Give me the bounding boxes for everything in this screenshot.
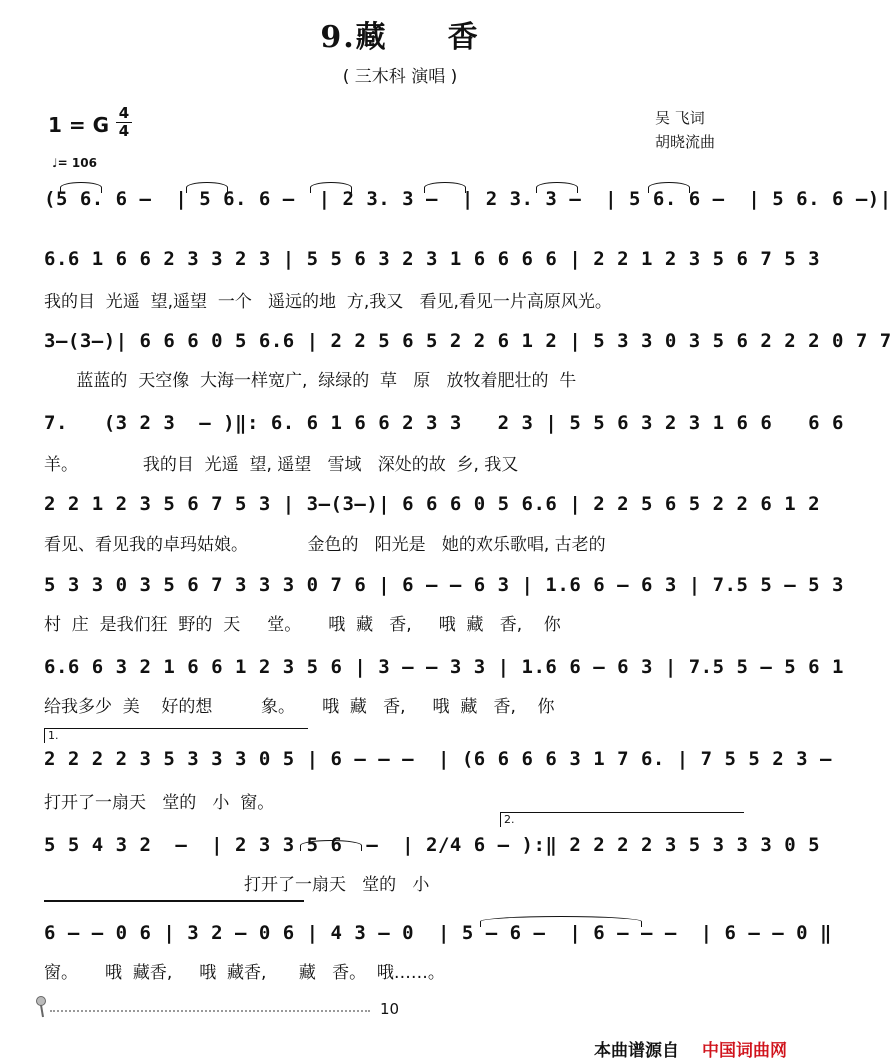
lyrics-row-5: 看见、看见我的卓玛姑娘。 金色的 阳光是 她的欢乐歌唱, 古老的 <box>44 535 606 555</box>
slur <box>424 182 466 193</box>
lyrics-row-8: 打开了一扇天 堂的 小 窗。 <box>44 793 275 813</box>
composer: 胡晓流曲 <box>655 133 716 151</box>
notation-row-9: 5 5 4 3 2 – | 2 3 3 5 6 – | 2/4 6 – ):‖ 2 2 2 2 3 5 3 3 3 0 5 <box>44 834 821 856</box>
title-char-2: 香 <box>447 20 480 55</box>
notation-row-6: 5 3 3 0 3 5 6 7 3 3 3 0 7 6 | 6 – – 6 3 | 1.6 6 – 6 3 | 7.5 5 – 5 3 <box>44 574 844 596</box>
tempo-marking: ♩= 106 <box>52 156 97 170</box>
lyrics-row-9: 打开了一扇天 堂的 小 <box>44 875 430 895</box>
notation-row-4: 7. (3 2 3 – )‖: 6. 6 1 6 6 2 3 3 2 3 | 5 5 6 3 2 3 1 6 6 6 6 <box>44 412 844 434</box>
slur <box>300 840 362 851</box>
performer-subtitle: ( 三木科 演唱 ) <box>342 67 458 87</box>
notation-row-2: 6.6 1 6 6 2 3 3 2 3 | 5 5 6 3 2 3 1 6 6 6 6 | 2 2 1 2 3 5 6 7 5 3 <box>44 248 821 270</box>
footer-dotted-line <box>50 1010 370 1012</box>
notation-row-1: (5 6. 6 – | 5 6. 6 – | 2 3. 3 – | 2 3. 3 – | 5 6. 6 – | 5 6. 6 –)| <box>44 188 892 210</box>
slur <box>536 182 578 193</box>
notation-row-10: 6 – – 0 6 | 3 2 – 0 6 | 4 3 – 0 | 5 – 6 – | 6 – – – | 6 – – 0 ‖ <box>44 922 832 944</box>
lyrics-row-3: 蓝蓝的 天空像 大海一样宽广, 绿绿的 草 原 放牧着肥壮的 牛 <box>44 371 577 391</box>
lyrics-row-10: 窗。 哦 藏香, 哦 藏香, 藏 香。 哦……。 <box>44 963 445 983</box>
page-number: 10 <box>380 1000 400 1018</box>
notation-row-7: 6.6 6 3 2 1 6 6 1 2 3 5 6 | 3 – – 3 3 | 1.6 6 – 6 3 | 7.5 5 – 5 6 1 <box>44 656 844 678</box>
site-watermark: 中国词曲网 <box>702 1041 787 1061</box>
lyrics-row-7: 给我多少 美 好的想 象。 哦 藏 香, 哦 藏 香, 你 <box>44 697 555 717</box>
credits <box>655 106 715 154</box>
key-signature: 1 = G <box>48 113 110 137</box>
time-top: 4 <box>118 104 130 122</box>
source-label: 本曲谱源自 <box>594 1041 679 1061</box>
title-number: 9. <box>320 20 356 55</box>
notation-row-5: 2 2 1 2 3 5 6 7 5 3 | 3–(3–)| 6 6 6 0 5 6.6 | 2 2 5 6 5 2 2 6 1 2 <box>44 493 821 515</box>
lyrics-row-6: 村 庄 是我们狂 野的 天 堂。 哦 藏 香, 哦 藏 香, 你 <box>44 615 561 635</box>
time-signature <box>116 106 132 139</box>
title-char-1: 藏 <box>355 20 388 55</box>
lyricist: 吴 飞词 <box>655 109 705 127</box>
microphone-icon <box>34 996 48 1018</box>
notation-row-3: 3–(3–)| 6 6 6 0 5 6.6 | 2 2 5 6 5 2 2 6 1 2 | 5 3 3 0 3 5 6 2 2 2 0 7 7 <box>44 330 892 352</box>
notation-row-8: 2 2 2 2 3 5 3 3 3 0 5 | 6 – – – | (6 6 6 6 3 1 7 6. | 7 5 5 2 3 – <box>44 748 832 770</box>
time-bottom: 4 <box>118 122 130 140</box>
first-ending: 1. <box>44 728 308 743</box>
lyrics-row-4: 羊。 我的目 光遥 望, 遥望 雪域 深处的故 乡, 我又 <box>44 455 519 475</box>
song-title <box>0 12 800 56</box>
slur <box>480 916 642 927</box>
lyrics-row-2: 我的目 光遥 望,遥望 一个 遥远的地 方,我又 看见,看见一片高原风光。 <box>44 292 612 312</box>
slur <box>60 182 102 193</box>
second-ending: 2. <box>500 812 744 827</box>
slur <box>186 182 228 193</box>
slur <box>310 182 352 193</box>
first-ending-close-line <box>44 900 304 902</box>
slur <box>648 182 690 193</box>
